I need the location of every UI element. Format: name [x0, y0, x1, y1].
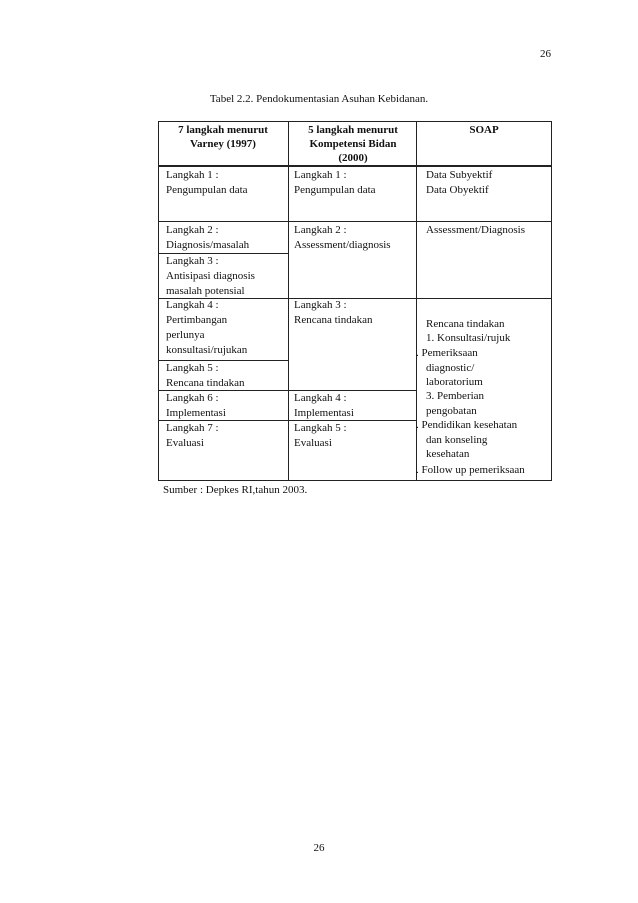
soap-plan-item: diagnostic/	[426, 362, 475, 374]
header-varney: 7 langkah menurut Varney (1997)	[178, 124, 268, 150]
page-number-bottom: 26	[313, 842, 325, 854]
row-divider-1	[158, 221, 552, 222]
table-border-right	[551, 121, 552, 481]
bidan-step-3: Langkah 3 : Rencana tindakan	[294, 299, 373, 326]
varney-step-2: Langkah 2 : Diagnosis/masalah	[166, 224, 250, 251]
header-kompetensi-bidan: 5 langkah menurut Kompetensi Bidan (2000)	[308, 124, 398, 164]
documentation-table	[158, 121, 552, 481]
soap-plan-title: Rencana tindakan	[426, 318, 505, 330]
bidan-step-1: Langkah 1 : Pengumpulan data	[294, 169, 376, 196]
soap-plan-item: 1. Konsultasi/rujuk	[426, 332, 511, 344]
table-border-top	[158, 121, 552, 122]
varney-step-3: Langkah 3 : Antisipasi diagnosis masalah potensial	[166, 255, 255, 297]
header-divider	[158, 165, 552, 167]
varney-step-5: Langkah 5 : Rencana tindakan	[166, 362, 245, 389]
bidan-step-5: Langkah 5 : Evaluasi	[294, 422, 347, 449]
table-border-left	[158, 121, 159, 481]
soap-plan-item: pengobatan	[426, 405, 477, 417]
bidan-step-2: Langkah 2 : Assessment/diagnosis	[294, 224, 391, 251]
page-number-top: 26	[540, 48, 551, 60]
column-divider-1	[288, 121, 289, 481]
varney-step-6: Langkah 6 : Implementasi	[166, 392, 226, 419]
soap-subjective-objective: Data Subyektif Data Obyektif	[426, 169, 493, 196]
varney-step-7: Langkah 7 : Evaluasi	[166, 422, 219, 449]
bidan-step-4: Langkah 4 : Implementasi	[294, 392, 354, 419]
soap-plan-item: kesehatan	[426, 448, 470, 460]
soap-plan-item: . Follow up pemeriksaan	[416, 464, 525, 476]
soap-plan-item: 3. Pemberian	[426, 390, 485, 402]
soap-assessment: Assessment/Diagnosis	[426, 224, 525, 236]
soap-plan-item: laboratorium	[426, 376, 483, 388]
varney-step-4: Langkah 4 : Pertimbangan perlunya konsultasi/rujukan	[166, 299, 248, 356]
soap-plan-item: dan konseling	[426, 434, 488, 446]
soap-plan-item: . Pemeriksaan	[416, 347, 478, 359]
header-soap: SOAP	[469, 124, 499, 136]
source-note: Sumber : Depkes RI,tahun 2003.	[163, 484, 308, 496]
table-caption: Tabel 2.2. Pendokumentasian Asuhan Kebidanan.	[209, 93, 429, 105]
soap-plan-item: . Pendidikan kesehatan	[416, 419, 518, 431]
varney-step-1: Langkah 1 : Pengumpulan data	[166, 169, 248, 196]
table-border-bottom	[158, 480, 552, 481]
